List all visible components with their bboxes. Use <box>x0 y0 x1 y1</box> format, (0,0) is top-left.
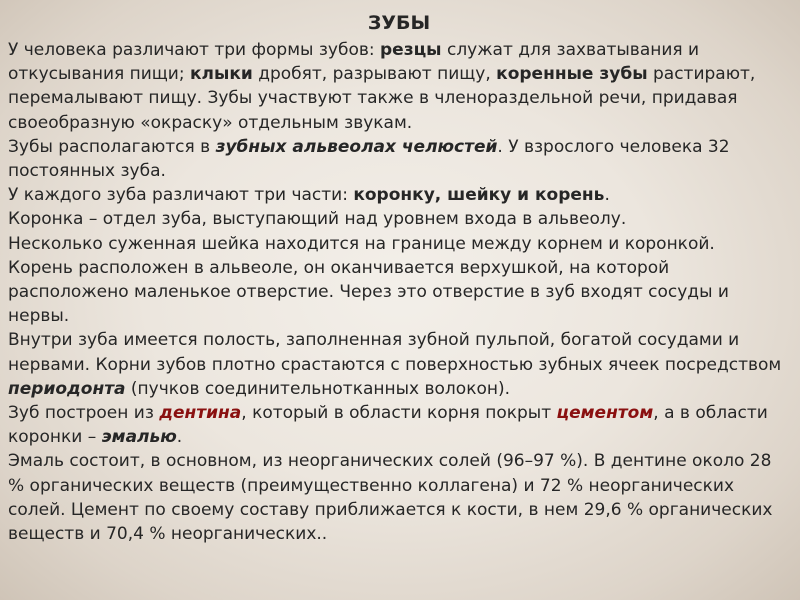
text: Зуб построен из <box>8 403 160 424</box>
paragraph-root: Корень расположен в альвеоле, он оканчивается верхушкой, на которой расположено маленькое отверстие. Через это отверстие в зуб входят сосуды и нервы. <box>8 257 729 327</box>
paragraph-neck: Несколько суженная шейка находится на границе между корнем и коронкой. <box>8 233 715 254</box>
paragraph-crown: Коронка – отдел зуба, выступающий над уровнем входа в альвеолу. <box>8 209 627 230</box>
text: (пучков соединительнотканных волокон). <box>125 378 511 399</box>
text: У человека различают три формы зубов: <box>8 40 380 60</box>
term-dentin: дентина <box>159 403 242 424</box>
text: Зубы располагаются в <box>8 136 216 157</box>
text: . У взрослого человека 32 постоянных зуба. <box>8 136 730 182</box>
term-canines: клыки <box>190 64 253 85</box>
slide-content <box>8 10 790 546</box>
term-tooth-parts: коронку, шейку и корень <box>353 185 605 206</box>
paragraph-composition: Эмаль состоит, в основном, из неорганических солей (96–97 %). В дентине около 28 % органических веществ (преимущественно коллагена) и 72 % неорганических солей. Цемент по своему составу приближается к кости, в нем 29,6 % органических веществ и 70,4 % неорганических.. <box>8 451 773 545</box>
paragraph-tooth-forms <box>8 38 790 135</box>
slide-title: ЗУБЫ <box>367 12 431 34</box>
text: , а в области коронки – <box>8 403 768 448</box>
term-periodontium: периодонта <box>8 378 126 399</box>
text: . <box>604 185 610 206</box>
term-cement: цементом <box>556 403 654 424</box>
paragraph-tooth-parts <box>8 183 790 207</box>
paragraph-alveoli <box>8 135 790 183</box>
paragraph-pulp <box>8 328 790 401</box>
text: растирают, перемалывают пищу. Зубы участвуют также в членораздельной речи, придавая своеобразную «окраску» отдельным звукам. <box>8 64 756 133</box>
text: дробят, разрывают пищу, <box>252 64 497 85</box>
text: , который в области корня покрыт <box>241 403 557 424</box>
text: . <box>176 427 183 448</box>
term-alveoli: зубных альвеолах челюстей <box>215 136 498 157</box>
term-enamel: эмалью <box>101 427 177 448</box>
text: У каждого зуба различают три части: <box>8 185 354 206</box>
text: служат для захватывания и откусывания пищи; <box>8 40 700 85</box>
term-molars: коренные зубы <box>496 64 648 85</box>
paragraph-structure <box>8 401 790 449</box>
text: Внутри зуба имеется полость, заполненная зубной пульпой, богатой сосудами и нервами. Корни зубов плотно срастаются с поверхностью зубных ячеек посредством <box>8 330 782 375</box>
term-incisors: резцы <box>380 40 442 60</box>
